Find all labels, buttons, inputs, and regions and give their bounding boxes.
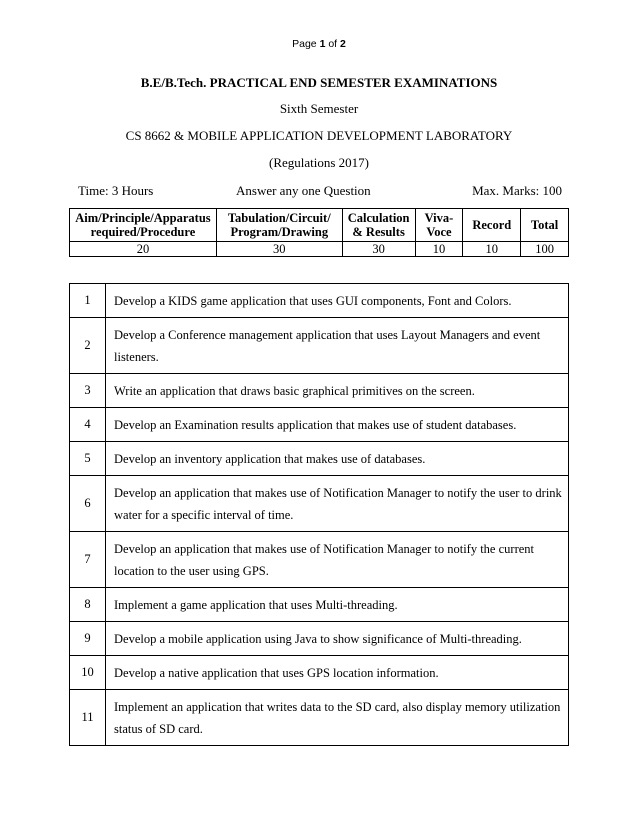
question-row — [70, 374, 569, 408]
question-text: Develop an application that makes use of Notification Manager to notify the current location to the user using GPS. — [106, 532, 569, 588]
question-number: 1 — [70, 284, 106, 318]
marks-value-cell: 10 — [463, 242, 521, 257]
question-row — [70, 476, 569, 532]
question-number: 6 — [70, 476, 106, 532]
question-number: 4 — [70, 408, 106, 442]
question-number: 11 — [70, 690, 106, 746]
question-number: 9 — [70, 622, 106, 656]
question-number: 2 — [70, 318, 106, 374]
question-number: 8 — [70, 588, 106, 622]
exam-title: B.E/B.Tech. PRACTICAL END SEMESTER EXAMINATIONS — [140, 75, 498, 90]
marks-header-cell: Calculation & Results — [342, 209, 415, 242]
marks-value-cell: 30 — [216, 242, 342, 257]
question-number: 10 — [70, 656, 106, 690]
question-row — [70, 442, 569, 476]
marks-header-cell: Tabulation/Circuit/ Program/Drawing — [216, 209, 342, 242]
marks-header-cell: Total — [521, 209, 569, 242]
marks-distribution-table — [69, 208, 569, 257]
question-row — [70, 690, 569, 746]
marks-value-row — [70, 242, 569, 257]
semester: Sixth Semester — [279, 101, 359, 116]
max-marks: Max. Marks: 100 — [472, 183, 562, 198]
marks-value-cell: 30 — [342, 242, 415, 257]
regulations: (Regulations 2017) — [268, 155, 369, 170]
marks-header-cell: Aim/Principle/Apparatus required/Procedure — [70, 209, 217, 242]
question-text: Develop a Conference management application that uses Layout Managers and event listeners. — [106, 318, 569, 374]
marks-value-cell: 20 — [70, 242, 217, 257]
question-row — [70, 622, 569, 656]
question-row — [70, 284, 569, 318]
marks-header-row — [70, 209, 569, 242]
question-row — [70, 318, 569, 374]
question-row — [70, 656, 569, 690]
question-text: Write an application that draws basic graphical primitives on the screen. — [106, 374, 569, 408]
marks-value-cell: 10 — [415, 242, 463, 257]
course-title: CS 8662 & MOBILE APPLICATION DEVELOPMENT LABORATORY — [125, 128, 513, 143]
question-text: Implement a game application that uses Multi-threading. — [106, 588, 569, 622]
question-text: Implement an application that writes data to the SD card, also display memory utilization status of SD card. — [106, 690, 569, 746]
marks-header-cell: Viva- Voce — [415, 209, 463, 242]
marks-value-cell: 100 — [521, 242, 569, 257]
question-text: Develop a native application that uses GPS location information. — [106, 656, 569, 690]
marks-header-cell: Record — [463, 209, 521, 242]
question-number: 7 — [70, 532, 106, 588]
question-text: Develop a KIDS game application that uses GUI components, Font and Colors. — [106, 284, 569, 318]
exam-instruction: Answer any one Question — [236, 183, 371, 198]
questions-table — [69, 283, 569, 746]
question-number: 3 — [70, 374, 106, 408]
page-number: Page 1 of 2 — [292, 38, 346, 50]
question-text: Develop a mobile application using Java to show significance of Multi-threading. — [106, 622, 569, 656]
question-text: Develop an Examination results application that makes use of student databases. — [106, 408, 569, 442]
question-row — [70, 588, 569, 622]
question-number: 5 — [70, 442, 106, 476]
question-text: Develop an inventory application that makes use of databases. — [106, 442, 569, 476]
exam-time: Time: 3 Hours — [78, 183, 154, 198]
question-row — [70, 532, 569, 588]
question-text: Develop an application that makes use of Notification Manager to notify the user to drink water for a specific interval of time. — [106, 476, 569, 532]
question-row — [70, 408, 569, 442]
